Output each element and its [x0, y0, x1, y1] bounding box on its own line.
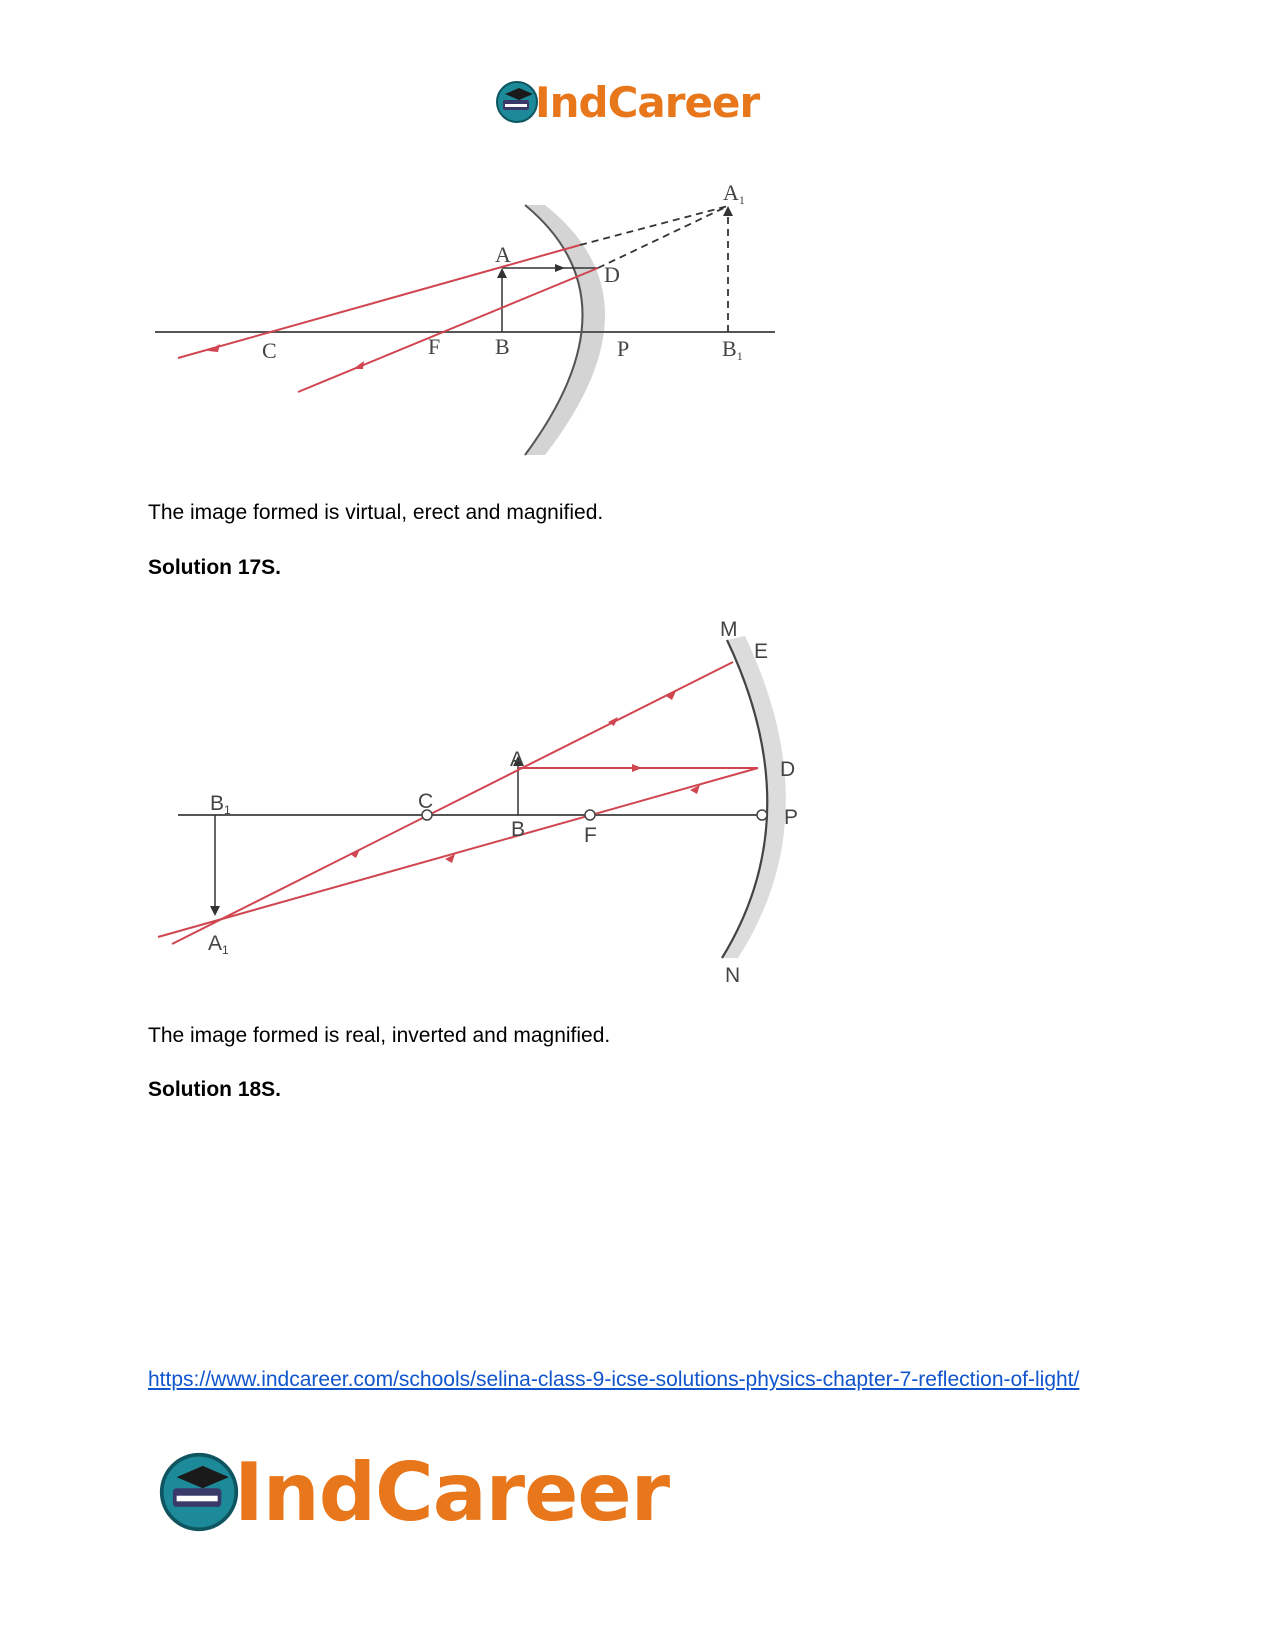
label-b1: B1 [210, 792, 231, 817]
virtual-ray-1 [580, 206, 728, 245]
mirror-shade [722, 636, 786, 958]
label-p: P [617, 336, 630, 361]
label-b1: B1 [722, 336, 743, 363]
label-n: N [725, 964, 741, 987]
header-logo [495, 78, 775, 128]
ray-diagram-virtual-image [140, 165, 800, 465]
label-a1: A1 [723, 180, 745, 207]
label-b: B [511, 818, 526, 841]
ray-through-c [178, 245, 580, 358]
header-logo-text: IndCareer [535, 78, 760, 127]
label-p: P [784, 806, 799, 829]
point-p [757, 810, 767, 820]
label-e: E [754, 640, 769, 663]
heading-solution-17s: Solution 17S. [148, 556, 282, 579]
label-m: M [720, 618, 738, 641]
label-d: D [604, 262, 620, 287]
ray-through-f [298, 268, 598, 392]
label-c: C [262, 338, 277, 363]
label-d: D [780, 758, 796, 781]
footer-logo-text: IndCareer [234, 1446, 670, 1539]
ray-diagram-real-image [140, 610, 820, 990]
label-f: F [584, 824, 597, 847]
label-c: C [418, 790, 434, 813]
footer-logo [158, 1445, 698, 1545]
label-a1: A1 [208, 932, 229, 957]
label-a: A [510, 748, 525, 771]
label-b: B [495, 334, 510, 359]
label-f: F [428, 334, 441, 359]
source-url-link[interactable]: https://www.indcareer.com/schools/selina-class-9-icse-solutions-physics-chapter-7-reflection-of-light/ [148, 1368, 1080, 1391]
ray-through-c [172, 662, 733, 944]
logo-globe-icon [495, 80, 539, 124]
paragraph-virtual-image: The image formed is virtual, erect and magnified. [148, 501, 604, 524]
logo-globe-icon [158, 1451, 240, 1533]
label-a: A [495, 242, 511, 267]
ray-through-f [158, 768, 758, 937]
paragraph-real-image: The image formed is real, inverted and magnified. [148, 1024, 611, 1047]
point-f [585, 810, 595, 820]
heading-solution-18s: Solution 18S. [148, 1078, 282, 1101]
virtual-ray-2 [598, 206, 728, 268]
